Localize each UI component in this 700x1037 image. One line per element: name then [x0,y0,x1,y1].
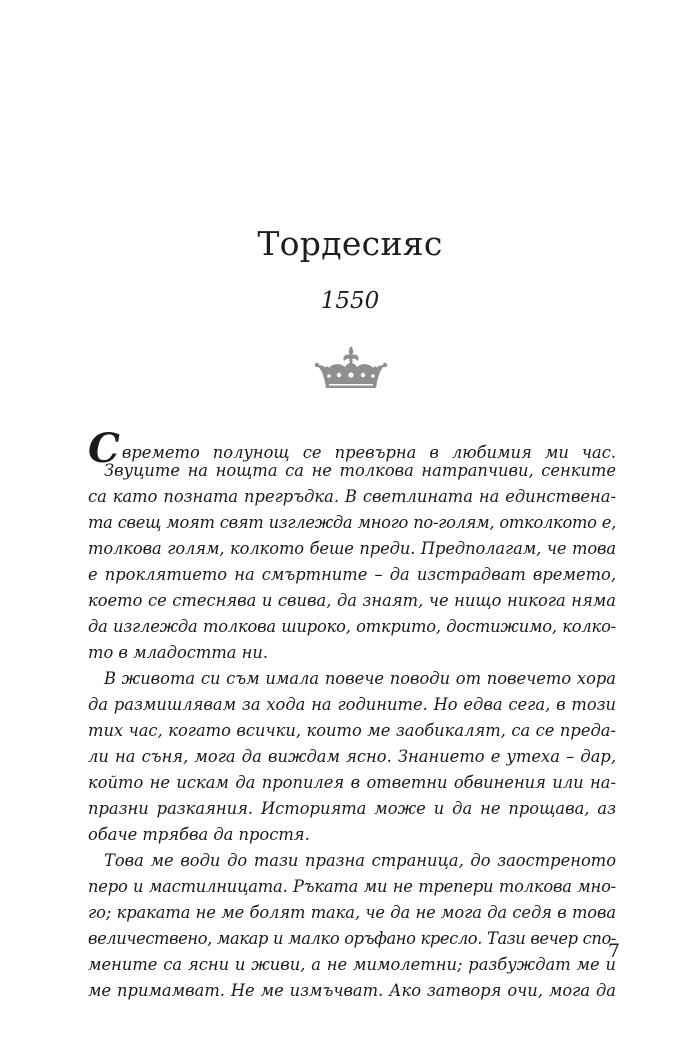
text-line: ме примамват. Не ме измъчват. Ако затворя очи, мога да [88,981,616,1000]
crown-icon [311,344,391,390]
drop-cap: С [88,425,120,472]
text-line: величествено, макар и малко оръфано кресло. Тази вечер спо- [88,929,616,948]
text-line: Това ме води до тази празна страница, до заостреното [104,851,616,870]
text-line: са като позната прегръдка. В светлината на единствена- [88,487,616,506]
page-number: 7 [607,940,620,962]
text-line: празни разкаяния. Историята може и да не прощава, аз [88,799,616,818]
text-line: тих час, когато всички, които ме заобикалят, са се преда- [88,721,616,740]
text-line: ли на съня, мога да виждам ясно. Знанието е утеха – дар, [88,747,616,766]
chapter-body [88,425,616,1004]
text-line: то в младостта ни. [88,643,269,662]
text-line: който не искам да пропилея в ответни обвинения или на- [88,773,616,792]
text-line: толкова голям, колкото беше преди. Предполагам, че това [88,539,616,558]
text-line: Звуците на нощта са не толкова натрапчиви, сенките [104,461,616,480]
text-line: да изглежда толкова широко, открито, достижимо, колко- [88,617,616,636]
text-line: е проклятието на смъртните – да изстрадват времето, [88,565,616,584]
chapter-year: 1550 [320,288,380,314]
text-line: перо и мастилницата. Ръката ми не трепери толкова мно- [88,877,616,896]
text-line: та свещ моят свят изглежда много по-голям, отколкото е, [88,513,616,532]
text-line: което се стеснява и свива, да знаят, че нищо никога няма [88,591,616,610]
text-line: обаче трябва да простя. [88,825,310,844]
text-line-content: времето полунощ се превърна в любимия ми час. [121,443,616,462]
text-line: го; краката не ме болят така, че да не мога да седя в това [88,903,616,922]
chapter-title: Тордесияс [257,224,443,263]
text-line: В живота си съм имала повече поводи от повечето хора [104,669,616,688]
text-line: да размишлявам за хода на годините. Но едва сега, в този [88,695,616,714]
text-line: мените са ясни и живи, а не мимолетни; разбуждат ме и [88,955,616,974]
